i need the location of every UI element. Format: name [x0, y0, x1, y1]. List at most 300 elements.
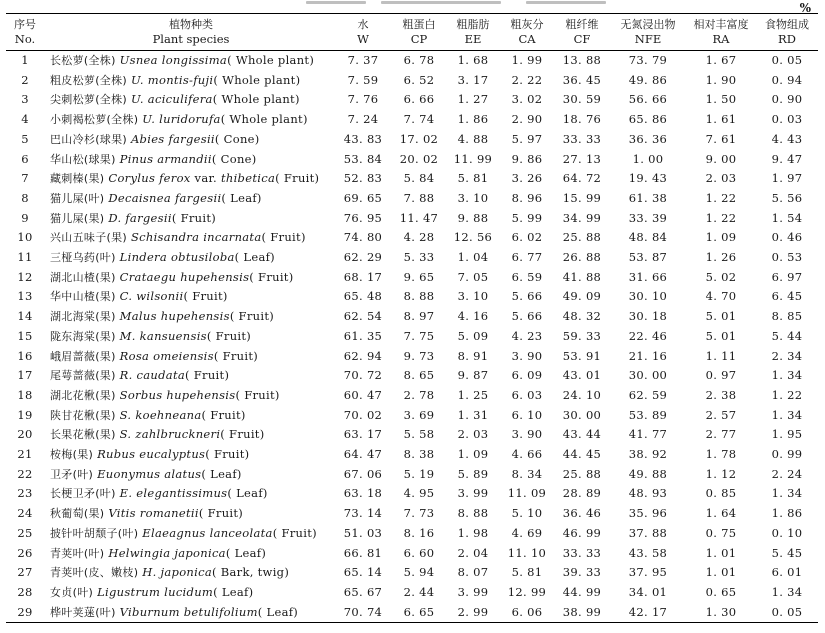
value-w: 73. 14	[343, 506, 383, 521]
species-scientific-name: Euonymus alatus	[97, 466, 202, 481]
value-nfe: 49. 88	[628, 466, 668, 481]
row-number: 2	[21, 72, 29, 87]
species-scientific-name: Vitis romanetii	[108, 506, 199, 521]
species-cell	[44, 386, 334, 406]
table-row	[6, 504, 818, 524]
value-cp: 20. 02	[399, 151, 439, 166]
value-ra: 1. 01	[705, 565, 737, 580]
value-cp: 11. 47	[399, 210, 439, 225]
value-ca: 5. 97	[511, 131, 543, 146]
value-nfe: 65. 86	[628, 112, 668, 127]
value-rd: 1. 54	[771, 210, 803, 225]
species-part: ( Fruit)	[229, 309, 275, 324]
table-row	[6, 484, 818, 504]
value-ca: 3. 90	[511, 348, 543, 363]
header-species-cn: 植物种类	[44, 14, 334, 33]
value-ee: 8. 91	[457, 348, 489, 363]
value-w: 65. 67	[343, 584, 383, 599]
value-cp: 8. 97	[403, 309, 435, 324]
species-cn-name: 小刺褐松萝(全株)	[50, 113, 139, 127]
species-cell	[44, 544, 334, 564]
value-rd: 9. 47	[771, 151, 803, 166]
species-part: ( Cone)	[214, 131, 260, 146]
row-number: 16	[17, 348, 33, 363]
species-scientific-name: Ligustrum lucidum	[97, 584, 214, 599]
value-ee: 11. 99	[453, 151, 493, 166]
value-ca: 4. 23	[511, 328, 543, 343]
species-part: ( Fruit)	[183, 289, 228, 304]
value-nfe: 19. 43	[628, 171, 668, 186]
species-scientific-name: S. zahlbruckneri	[119, 427, 221, 442]
species-cell	[44, 563, 334, 583]
species-part: ( Fruit)	[201, 407, 246, 422]
row-number: 23	[17, 486, 33, 501]
value-cf: 64. 72	[562, 171, 602, 186]
value-ee: 1. 68	[457, 53, 489, 67]
table-row	[6, 110, 818, 130]
value-cp: 5. 84	[403, 171, 435, 186]
row-number: 1	[21, 53, 29, 67]
value-ca: 6. 09	[511, 368, 543, 383]
species-cell	[44, 406, 334, 426]
value-ra: 1. 78	[705, 447, 737, 462]
value-w: 64. 47	[343, 447, 383, 462]
species-cell	[44, 465, 334, 485]
value-cp: 9. 65	[403, 269, 435, 284]
species-scientific-name: E. elegantissimus	[119, 486, 228, 501]
species-cn-name: 猫儿屎(果)	[50, 211, 105, 225]
value-ra: 5. 01	[705, 309, 737, 324]
table-row	[6, 130, 818, 150]
value-cf: 25. 88	[562, 466, 602, 481]
species-part: ( Leaf)	[234, 250, 275, 265]
remnant-dash	[526, 1, 606, 4]
species-part: ( Whole plant)	[213, 72, 301, 87]
species-cn-name: 卫矛(叶)	[50, 467, 94, 481]
table-body	[6, 51, 818, 623]
value-cf: 33. 33	[562, 131, 602, 146]
value-ra: 0. 85	[705, 486, 737, 501]
value-ee: 1. 31	[457, 407, 489, 422]
cropped-header-remnant	[6, 0, 819, 12]
species-scientific-name: U. montis-fuji	[130, 72, 214, 87]
value-ca: 8. 34	[511, 466, 543, 481]
table-row	[6, 425, 818, 445]
value-ra: 7. 61	[705, 131, 737, 146]
row-number: 20	[17, 427, 33, 442]
row-number: 11	[17, 250, 33, 265]
species-part: ( Leaf)	[213, 584, 254, 599]
species-scientific-name: Pinus armandii	[119, 151, 212, 166]
value-cp: 2. 78	[403, 387, 435, 402]
table-row	[6, 71, 818, 91]
value-cp: 6. 78	[403, 53, 435, 67]
value-cp: 5. 58	[403, 427, 435, 442]
species-cn-name: 尖刺松萝(全株)	[50, 93, 127, 107]
value-ee: 1. 04	[457, 250, 489, 265]
row-number: 4	[21, 112, 29, 127]
value-ra: 1. 12	[705, 466, 737, 481]
value-w: 65. 14	[343, 565, 383, 580]
species-cn-name: 峨眉蔷薇(果)	[50, 349, 116, 363]
value-rd: 5. 45	[771, 545, 803, 560]
species-cn-name: 披针叶胡颓子(叶)	[50, 526, 139, 540]
value-ee: 1. 98	[457, 525, 489, 540]
value-rd: 6. 45	[771, 289, 803, 304]
species-scientific-name: Corylus ferox	[108, 171, 191, 186]
value-cp: 5. 94	[403, 565, 435, 580]
species-scientific-name: M. kansuensis	[119, 328, 207, 343]
value-w: 60. 47	[343, 387, 383, 402]
value-ca: 4. 69	[511, 525, 543, 540]
value-nfe: 49. 86	[628, 72, 668, 87]
species-cn-name: 三桠乌药(叶)	[50, 251, 116, 265]
header-ra-cn: 相对丰富度	[686, 14, 756, 33]
value-cf: 30. 00	[562, 407, 602, 422]
species-cn-name: 尾萼蔷薇(果)	[50, 369, 116, 383]
value-cp: 8. 38	[403, 447, 435, 462]
header-no-cn: 序号	[6, 14, 44, 33]
value-rd: 2. 24	[771, 466, 803, 481]
value-ca: 11. 10	[507, 545, 547, 560]
species-part: ( Leaf)	[257, 604, 299, 619]
species-cn-name: 长梗卫矛(叶)	[50, 487, 116, 501]
row-number: 28	[17, 584, 33, 599]
value-ee: 9. 88	[457, 210, 489, 225]
species-scientific-name: D. fargesii	[108, 210, 172, 225]
value-ee: 1. 25	[457, 387, 489, 402]
value-ca: 6. 02	[511, 230, 543, 245]
species-part: ( Fruit)	[249, 269, 294, 284]
value-rd: 0. 05	[756, 603, 818, 623]
species-scientific-name: Rosa omeiensis	[119, 348, 214, 363]
species-scientific-name: S. koehneana	[119, 407, 202, 422]
value-ee: 3. 10	[457, 190, 489, 205]
value-ra: 1. 61	[705, 112, 737, 127]
value-ra: 0. 97	[705, 368, 737, 383]
species-part: ( Whole plant)	[220, 112, 308, 127]
species-part: ( Leaf)	[201, 466, 242, 481]
value-w: 70. 74	[334, 603, 392, 623]
value-cp: 17. 02	[399, 131, 439, 146]
header-rd-en: RD	[756, 32, 818, 51]
row-number: 12	[17, 269, 33, 284]
species-scientific-name: Schisandra incarnata	[130, 230, 262, 245]
value-nfe: 53. 89	[628, 407, 668, 422]
value-cp: 6. 52	[403, 72, 435, 87]
species-cn-name: 华中山楂(果)	[50, 290, 116, 304]
value-rd: 1. 86	[771, 506, 803, 521]
species-cell	[44, 90, 334, 110]
value-rd: 1. 22	[771, 387, 803, 402]
header-cp-cn: 粗蛋白	[392, 14, 446, 33]
value-ra: 1. 26	[705, 250, 737, 265]
species-cn-name: 陇东海棠(果)	[50, 329, 116, 343]
value-nfe: 62. 59	[628, 387, 668, 402]
row-number: 14	[17, 309, 33, 324]
value-cf: 59. 33	[562, 328, 602, 343]
value-ca: 4. 66	[511, 447, 543, 462]
value-cp: 7. 74	[403, 112, 435, 127]
species-cn-name: 湖北海棠(果)	[50, 310, 116, 324]
species-cell	[44, 71, 334, 91]
value-rd: 6. 97	[771, 269, 803, 284]
table-row	[6, 268, 818, 288]
value-cp: 4. 28	[403, 230, 435, 245]
value-cp: 8. 16	[403, 525, 435, 540]
species-scientific-name: Abies fargesii	[130, 131, 215, 146]
row-number: 6	[21, 151, 29, 166]
species-part: ( Fruit)	[205, 447, 250, 462]
value-nfe: 61. 38	[628, 190, 668, 205]
species-cell	[44, 150, 334, 170]
species-cell	[44, 327, 334, 347]
table-row	[6, 445, 818, 465]
value-cp: 8. 88	[403, 289, 435, 304]
species-cn-name: 粗皮松萝(全株)	[50, 73, 127, 87]
value-ee: 12. 56	[453, 230, 493, 245]
table-row	[6, 327, 818, 347]
value-w: 76. 95	[343, 210, 383, 225]
species-scientific-name: U. luridorufa	[142, 112, 221, 127]
species-cell	[44, 169, 334, 189]
value-cf: 46. 99	[562, 525, 602, 540]
row-number: 15	[17, 328, 33, 343]
value-cf: 39. 33	[562, 565, 602, 580]
value-nfe: 36. 36	[628, 131, 668, 146]
value-ra: 1. 09	[705, 230, 737, 245]
header-ra-en: RA	[686, 32, 756, 51]
species-scientific-name: Rubus eucalyptus	[97, 447, 206, 462]
value-w: 67. 06	[343, 466, 383, 481]
species-cell	[44, 248, 334, 268]
species-cell	[44, 504, 334, 524]
value-ca: 5. 99	[511, 210, 543, 225]
table-row	[6, 583, 818, 603]
value-ra: 1. 01	[705, 545, 737, 560]
value-ra: 4. 70	[705, 289, 737, 304]
species-cn-name: 长果花楸(果)	[50, 428, 116, 442]
species-scientific-name: H. japonica	[142, 565, 212, 580]
value-cf: 36. 45	[562, 72, 602, 87]
table-row	[6, 169, 818, 189]
value-ra: 2. 38	[705, 387, 737, 402]
value-cp: 4. 95	[403, 486, 435, 501]
value-ca: 2. 22	[511, 72, 543, 87]
table-row	[6, 248, 818, 268]
value-ca: 9. 86	[511, 151, 543, 166]
species-cell	[44, 209, 334, 229]
header-cf-en: CF	[554, 32, 610, 51]
value-cp: 5. 19	[403, 466, 435, 481]
value-ee: 5. 09	[457, 328, 489, 343]
species-part: ( Leaf)	[221, 190, 262, 205]
value-cf: 41. 88	[562, 269, 602, 284]
value-ee: 7. 05	[457, 269, 489, 284]
species-cell	[44, 484, 334, 504]
value-nfe: 33. 39	[628, 210, 668, 225]
species-scientific-name: Crataegu hupehensis	[119, 269, 250, 284]
value-nfe: 21. 16	[628, 348, 668, 363]
value-rd: 1. 34	[771, 368, 803, 383]
value-cp: 9. 73	[403, 348, 435, 363]
table-row	[6, 307, 818, 327]
value-cf: 26. 88	[562, 250, 602, 265]
species-cn-name: 猫儿屎(叶)	[50, 191, 105, 205]
value-ca: 5. 10	[511, 506, 543, 521]
row-number: 7	[21, 171, 29, 186]
row-number: 9	[21, 210, 29, 225]
value-cp: 7. 73	[403, 506, 435, 521]
value-cp: 6. 65	[392, 603, 446, 623]
table-row	[6, 189, 818, 209]
species-cell	[44, 110, 334, 130]
species-cell	[44, 583, 334, 603]
value-nfe: 38. 92	[628, 447, 668, 462]
row-number: 22	[17, 466, 33, 481]
table-row	[6, 228, 818, 248]
value-w: 69. 65	[343, 190, 383, 205]
value-cf: 44. 99	[562, 584, 602, 599]
species-scientific-name: Elaeagnus lanceolata	[142, 525, 273, 540]
species-part: var. thibetica( Fruit)	[190, 171, 320, 186]
value-ca: 5. 66	[511, 289, 543, 304]
row-number: 19	[17, 407, 33, 422]
value-ca: 2. 90	[511, 112, 543, 127]
value-rd: 0. 99	[771, 447, 803, 462]
value-ee: 3. 99	[457, 486, 489, 501]
value-cp: 7. 75	[403, 328, 435, 343]
table-row	[6, 90, 818, 110]
table-row	[6, 465, 818, 485]
species-cell	[44, 425, 334, 445]
value-ra: 5. 01	[705, 328, 737, 343]
value-nfe: 34. 01	[628, 584, 668, 599]
table-header	[6, 14, 818, 51]
species-cn-name: 青荚叶(皮、嫩枝)	[50, 566, 139, 580]
value-nfe: 1. 00	[632, 151, 664, 166]
value-ee: 3. 99	[457, 584, 489, 599]
value-ca: 5. 81	[511, 565, 543, 580]
value-ra: 1. 67	[705, 53, 737, 67]
value-nfe: 30. 00	[628, 368, 668, 383]
table-row	[6, 563, 818, 583]
species-cell	[44, 268, 334, 288]
value-cf: 30. 59	[562, 92, 602, 107]
value-ee: 3. 17	[457, 72, 489, 87]
value-ca: 6. 03	[511, 387, 543, 402]
value-ra: 0. 65	[705, 584, 737, 599]
value-nfe: 30. 18	[628, 309, 668, 324]
value-rd: 1. 34	[771, 584, 803, 599]
value-cf: 24. 10	[562, 387, 602, 402]
value-nfe: 30. 10	[628, 289, 668, 304]
value-rd: 8. 85	[771, 309, 803, 324]
header-w-cn: 水	[334, 14, 392, 33]
value-w: 65. 48	[343, 289, 383, 304]
value-rd: 5. 44	[771, 328, 803, 343]
species-cn-name: 陕甘花楸(果)	[50, 408, 116, 422]
header-no-en: No.	[6, 32, 44, 51]
species-scientific-name: C. wilsonii	[119, 289, 184, 304]
table-row	[6, 386, 818, 406]
value-cf: 48. 32	[562, 309, 602, 324]
species-scientific-name: Helwingia japonica	[108, 545, 226, 560]
species-cell	[44, 366, 334, 386]
species-part: ( Whole plant)	[227, 53, 315, 67]
value-ee: 1. 27	[457, 92, 489, 107]
value-ee: 4. 16	[457, 309, 489, 324]
value-cf: 28. 89	[562, 486, 602, 501]
value-w: 61. 35	[343, 328, 383, 343]
row-number: 5	[21, 131, 29, 146]
row-number: 26	[17, 545, 33, 560]
value-ca: 3. 02	[511, 92, 543, 107]
value-ca: 3. 90	[511, 427, 543, 442]
value-w: 70. 72	[343, 368, 383, 383]
value-cf: 27. 13	[562, 151, 602, 166]
value-rd: 0. 46	[771, 230, 803, 245]
species-cell	[44, 287, 334, 307]
value-ca: 6. 06	[500, 603, 554, 623]
species-cn-name: 长松萝(全株)	[50, 54, 116, 67]
value-cp: 3. 69	[403, 407, 435, 422]
value-w: 63. 17	[343, 427, 383, 442]
header-ca-cn: 粗灰分	[500, 14, 554, 33]
species-scientific-name: U. aciculifera	[130, 92, 213, 107]
table-row	[6, 51, 818, 71]
value-nfe: 48. 84	[628, 230, 668, 245]
value-rd: 0. 05	[771, 53, 803, 67]
value-ca: 1. 99	[511, 53, 543, 67]
value-w: 62. 94	[343, 348, 383, 363]
species-cn-name: 湖北山楂(果)	[50, 270, 116, 284]
value-rd: 2. 34	[771, 348, 803, 363]
species-cn-name: 桉梅(果)	[50, 448, 94, 462]
value-nfe: 35. 96	[628, 506, 668, 521]
header-cf-cn: 粗纤维	[554, 14, 610, 33]
species-part: ( Fruit)	[261, 230, 306, 245]
value-w: 7. 24	[347, 112, 379, 127]
species-part: ( Bark, twig)	[212, 565, 290, 580]
species-cell	[44, 228, 334, 248]
value-cf: 15. 99	[562, 190, 602, 205]
value-nfe: 37. 95	[628, 565, 668, 580]
row-number: 21	[17, 447, 33, 462]
value-ee: 1. 86	[457, 112, 489, 127]
value-cf: 43. 44	[562, 427, 602, 442]
species-variety-epithet: thibetica	[220, 171, 276, 186]
species-part: ( Fruit)	[206, 328, 252, 343]
species-cell	[44, 307, 334, 327]
species-part: ( Fruit)	[185, 368, 230, 383]
table-row	[6, 150, 818, 170]
species-cell	[44, 603, 334, 623]
header-ee-cn: 粗脂肪	[446, 14, 500, 33]
species-cn-name: 青荚叶(叶)	[50, 546, 105, 560]
value-cp: 6. 66	[403, 92, 435, 107]
value-w: 70. 02	[343, 407, 383, 422]
value-rd: 0. 90	[771, 92, 803, 107]
row-number: 27	[17, 565, 33, 580]
species-part: ( Leaf)	[225, 545, 267, 560]
value-cp: 8. 65	[403, 368, 435, 383]
species-cell	[44, 189, 334, 209]
table-row	[6, 544, 818, 564]
value-w: 43. 83	[343, 131, 383, 146]
value-cf: 53. 91	[562, 348, 602, 363]
value-w: 51. 03	[343, 525, 383, 540]
